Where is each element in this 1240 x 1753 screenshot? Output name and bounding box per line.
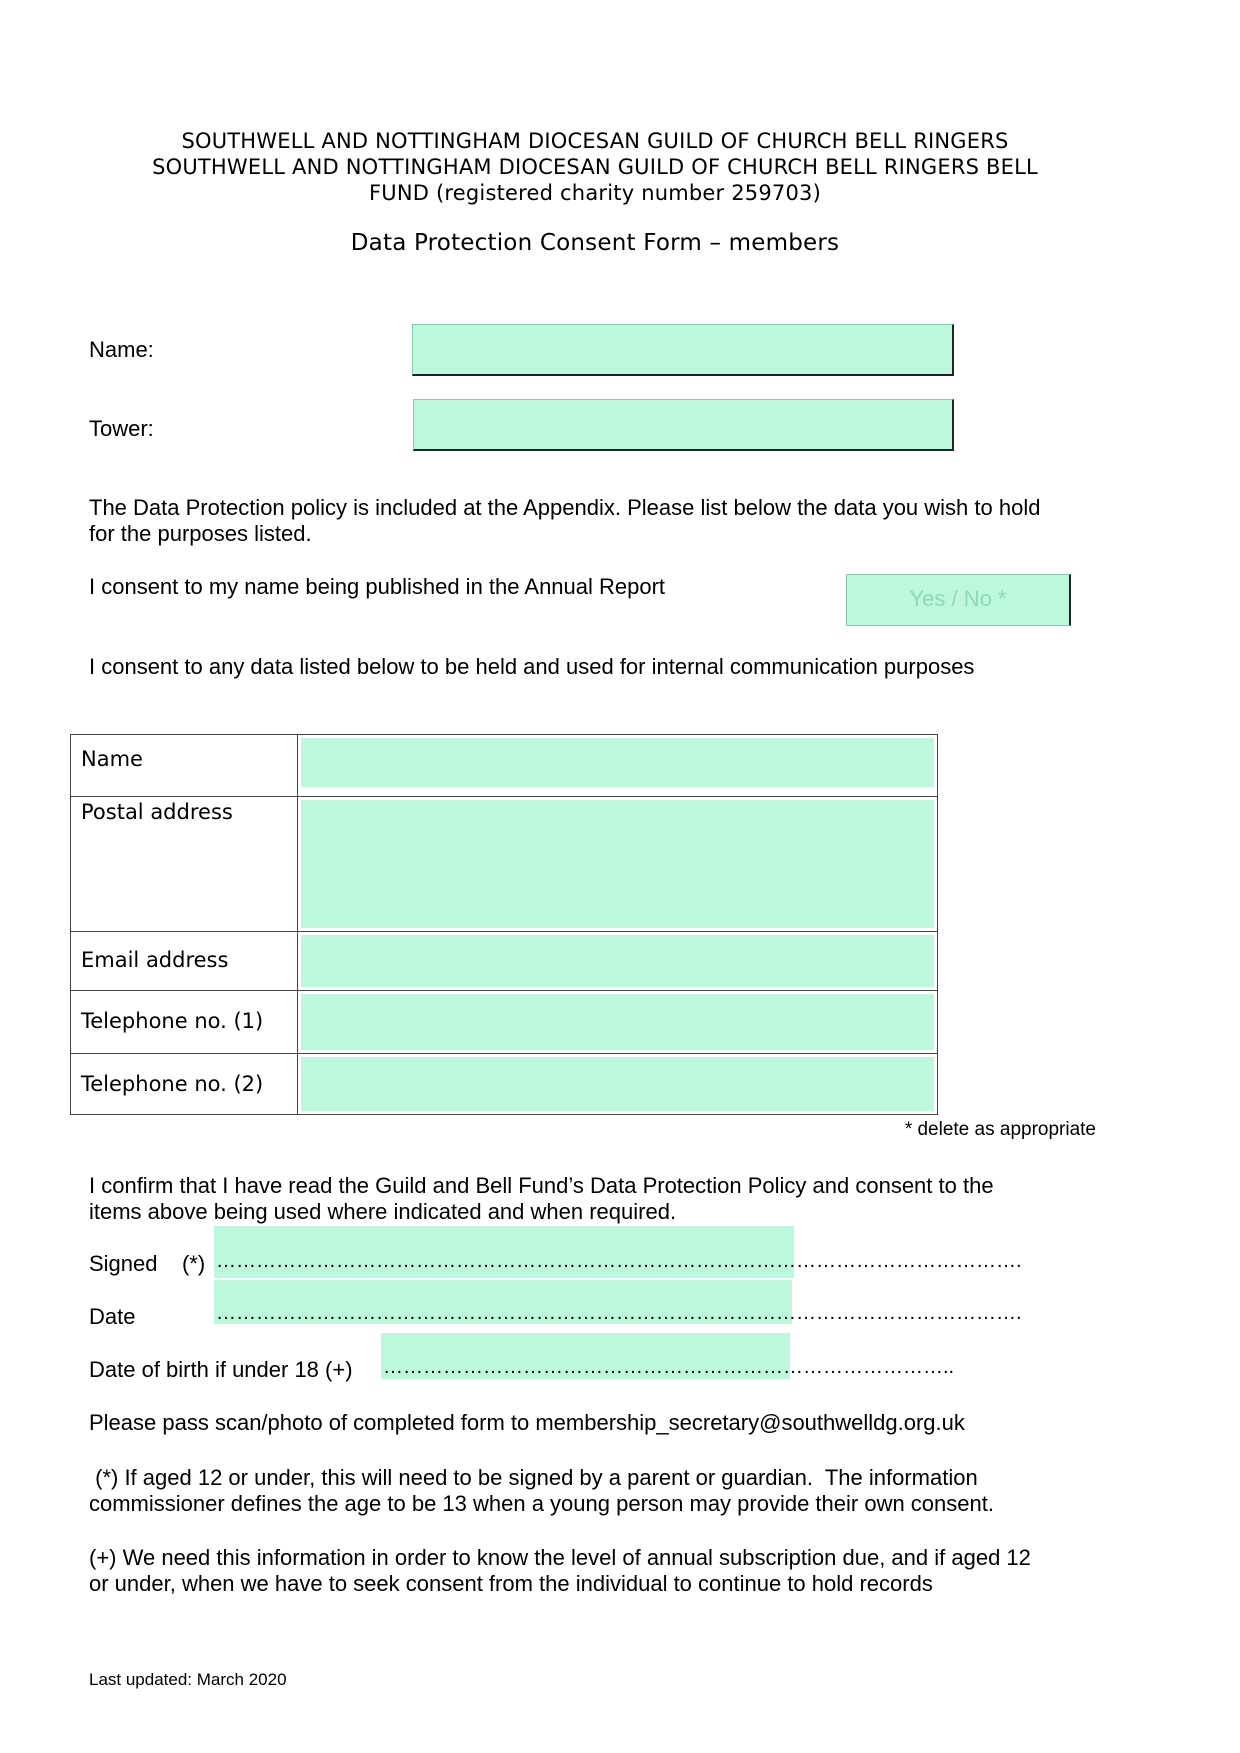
- tower-input[interactable]: [413, 399, 954, 451]
- row-label-postal-address: Postal address: [71, 797, 298, 932]
- table-row: [71, 735, 938, 797]
- table-row: [71, 1054, 938, 1115]
- delete-note: * delete as appropriate: [904, 1119, 1096, 1140]
- table-name-field[interactable]: [298, 735, 938, 797]
- note-star-line-1: (*) If aged 12 or under, this will need to be signed by a parent or guardian. The information: [89, 1465, 978, 1490]
- table-row: [71, 991, 938, 1054]
- policy-text-line-2: for the purposes listed.: [89, 521, 312, 546]
- consent-annual-report: I consent to my name being published in the Annual Report: [89, 574, 666, 599]
- name-input[interactable]: [412, 324, 954, 376]
- note-plus-line-2: or under, when we have to seek consent from the individual to continue to hold records: [89, 1571, 933, 1596]
- table-row: [71, 932, 938, 991]
- table-row: [71, 797, 938, 932]
- table-telephone-1-field[interactable]: [298, 991, 938, 1054]
- yes-no-select[interactable]: Yes / No *: [846, 574, 1071, 626]
- tower-label: Tower:: [89, 416, 154, 441]
- table-email-field[interactable]: [298, 932, 938, 991]
- dob-dots: …………………………………………………………………………..: [383, 1356, 955, 1378]
- row-label-telephone-2: Telephone no. (2): [71, 1054, 298, 1115]
- confirm-line-1: I confirm that I have read the Guild and Bell Fund’s Data Protection Policy and consent to the: [89, 1173, 994, 1198]
- charity-number: FUND (registered charity number 259703): [369, 181, 821, 205]
- signature-dots: ………………………………………………………………………………………………………….: [216, 1250, 1022, 1272]
- row-label-telephone-1: Telephone no. (1): [71, 991, 298, 1054]
- note-star-line-2: commissioner defines the age to be 13 when a young person may provide their own consent.: [89, 1491, 994, 1516]
- dob-label: Date of birth if under 18 (+): [89, 1357, 353, 1382]
- table-telephone-2-field[interactable]: [298, 1054, 938, 1115]
- guild-title: SOUTHWELL AND NOTTINGHAM DIOCESAN GUILD OF CHURCH BELL RINGERS: [181, 129, 1009, 153]
- signed-label: Signed (*): [89, 1251, 206, 1276]
- table-postal-address-field[interactable]: [298, 797, 938, 932]
- bell-fund-title: SOUTHWELL AND NOTTINGHAM DIOCESAN GUILD OF CHURCH BELL RINGERS BELL: [152, 155, 1038, 179]
- row-label-name: Name: [71, 735, 298, 797]
- data-table: [70, 734, 938, 1115]
- date-dots: ………………………………………………………………………………………………………….: [216, 1302, 1022, 1324]
- note-plus-line-1: (+) We need this information in order to know the level of annual subscription due, and if aged 12: [89, 1545, 1031, 1570]
- pass-scan-instruction: Please pass scan/photo of completed form to membership_secretary@southwelldg.org.uk: [89, 1410, 965, 1435]
- confirm-line-2: items above being used where indicated and when required.: [89, 1199, 677, 1224]
- date-label: Date: [89, 1304, 136, 1329]
- last-updated: Last updated: March 2020: [89, 1670, 287, 1689]
- name-label: Name:: [89, 337, 154, 362]
- consent-internal: I consent to any data listed below to be held and used for internal communication purposes: [89, 654, 975, 679]
- row-label-email: Email address: [71, 932, 298, 991]
- form-title: Data Protection Consent Form – members: [350, 230, 840, 256]
- policy-text-line-1: The Data Protection policy is included at the Appendix. Please list below the data you wish to hold: [89, 495, 1041, 520]
